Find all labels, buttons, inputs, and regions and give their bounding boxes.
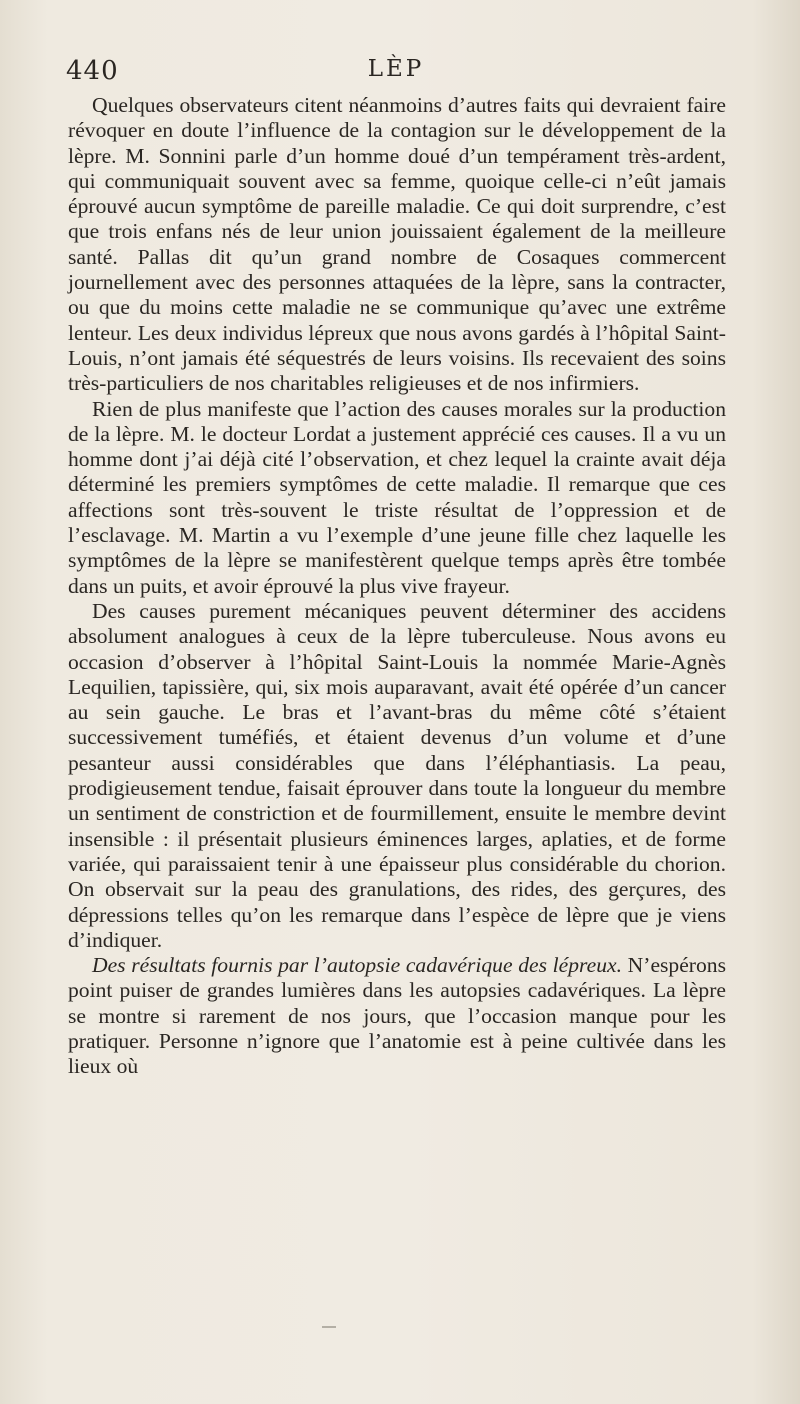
paragraph-moral-causes: Rien de plus manifeste que l’action des causes morales sur la production de la lèpre. M. le docteur Lordat a justement apprécié ces causes. Il a vu un homme dont j’ai déjà cité l’observation, et chez lequel la crainte avait déja déterminé les premiers symptômes de cette maladie. Il remarque que ces affections sont très-souvent le triste résultat de l’oppression et de l’esclavage. M. Martin a vu l’exemple d’une jeune fille chez laquelle les symptômes de la lèpre se manifestèrent quelque temps après être tombée dans un puits, et avoir éprouvé la plus vive frayeur. (68, 396, 726, 598)
body-text (68, 93, 726, 1080)
paragraph-contagion: Quelques observateurs citent néanmoins d’autres faits qui devraient faire révoquer en doute l’influence de la contagion sur le développement de la lèpre. M. Sonnini parle d’un homme doué d’un tempérament très-ardent, qui communiquait souvent avec sa femme, quoique celle-ci n’eût jamais éprouvé aucun symptôme de pareille maladie. Ce qui doit surprendre, c’est que trois enfans nés de leur union jouissaient également de la meilleure santé. Pallas dit qu’un grand nombre de Cosaques commercent journellement avec des personnes attaquées de la lèpre, sans la contracter, ou que du moins cette maladie ne se communique qu’avec une extrême lenteur. Les deux individus lépreux que nous avons gardés à l’hôpital Saint-Louis, n’ont jamais été séquestrés de leurs voisins. Ils recevaient des soins très-particuliers de nos charitables religieuses et de nos infirmiers. (68, 93, 726, 396)
ink-smudge (322, 1326, 336, 1328)
paragraph-autopsy (68, 953, 726, 1079)
paragraph-autopsy-text: N’espérons point puiser de grandes lumières dans les autopsies cadavériques. La lèpre se montre si rarement de nos jours, que l’occasion manque pour les pratiquer. Personne n’ignore que l’anatomie est à peine cultivée dans les lieux où (68, 953, 727, 1079)
section-heading-autopsy: Des résultats fournis par l’autopsie cadavérique des lépreux. (92, 953, 622, 978)
page-header (66, 56, 726, 90)
page-number: 440 (66, 56, 119, 86)
paragraph-mechanical-causes: Des causes purement mécaniques peuvent déterminer des accidens absolument analogues à ceux de la lèpre tuberculeuse. Nous avons eu occasion d’observer à l’hôpital Saint-Louis la nommée Marie-Agnès Lequilien, tapissière, qui, six mois auparavant, avait été opérée d’un cancer au sein gauche. Le bras et l’avant-bras du même côté s’étaient successivement tuméfiés, et étaient devenus d’un volume et d’une pesanteur aussi considérables que dans l’éléphantiasis. La peau, prodigieusement tendue, faisait éprouver dans toute la longueur du membre un sentiment de constriction et de fourmillement, ensuite le membre devint insensible : il présentait plusieurs éminences larges, aplaties, et de forme variée, qui paraissaient tenir à une épaisseur plus considérable du chorion. On observait sur la peau des granulations, des rides, des gerçures, des dépressions telles qu’on les remarque dans l’espèce de lèpre que je viens d’indiquer. (68, 598, 726, 952)
running-head: LÈP (367, 56, 425, 82)
